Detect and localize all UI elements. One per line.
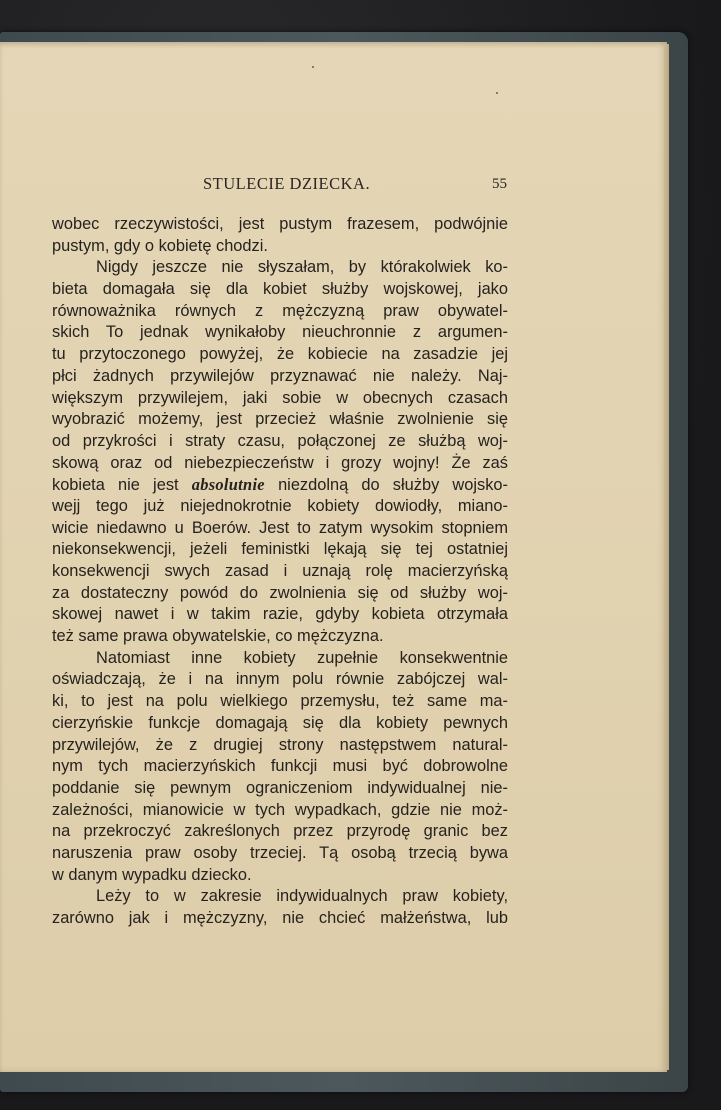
- text-line: Nigdy jeszcze nie słyszałam, by którakolwiek ko-: [96, 258, 508, 277]
- text-line: wicie niedawno u Boerów. Jest to zatym wysokim stopniem: [52, 518, 508, 537]
- text-line: płci żadnych przywilejów przyznawać nie należy. Naj-: [52, 366, 508, 385]
- text-line: nym tych macierzyńskich funkcji musi być dobrowolne: [52, 757, 508, 776]
- text-line: skową oraz od niebezpieczeństw i grozy wojny! Że zaś: [52, 453, 508, 472]
- text-segment: niezdolną do służby wojsko-: [278, 476, 508, 495]
- text-line: Natomiast inne kobiety zupełnie konsekwentnie: [96, 648, 508, 667]
- text-line: cierzyńskie funkcje domagają się dla kobiety pewnych: [52, 713, 508, 732]
- text-line: przywilejów, że z drugiej strony następstwem natural-: [52, 735, 508, 754]
- text-line: tu przytoczonego powyżej, że kobiecie na zasadzie jej: [52, 345, 508, 364]
- text-line: ki, to jest na polu wielkiego przemysłu, też same ma-: [52, 692, 508, 711]
- text-line: na przekroczyć zakreślonych przez przyrodę granic bez: [52, 822, 508, 841]
- text-line: zależności, mianowicie w tych wypadkach, gdzie nie moż-: [52, 800, 508, 819]
- text-segment: kobieta nie jest: [52, 476, 179, 495]
- text-line: równoważnika równych z mężczyzną praw obywatel-: [52, 301, 508, 320]
- paper-speck: [312, 66, 314, 68]
- text-line: od przykrości i straty czasu, połączonej ze służbą woj-: [52, 431, 508, 450]
- running-head: STULECIE DZIECKA.: [203, 174, 371, 193]
- text-line: wobec rzeczywistości, jest pustym frazesem, podwójnie: [52, 215, 508, 233]
- paper-speck: [496, 92, 498, 94]
- text-line: [52, 474, 508, 496]
- text-line: większym przywilejem, jaki sobie w obecnych czasach: [52, 388, 508, 407]
- text-line: naruszenia praw osoby trzeciej. Tą osobą trzecią bywa: [52, 843, 508, 862]
- text-line: Leży to w zakresie indywidualnych praw kobiety,: [96, 887, 508, 906]
- text-line: wejj tego już niejednokrotnie kobiety dowiodły, miano-: [52, 496, 508, 515]
- text-line: skowej nawet i w takim razie, gdyby kobieta otrzymała: [52, 605, 508, 624]
- text-line: pustym, gdy o kobietę chodzi.: [52, 236, 268, 255]
- text-line: wyobrazić możemy, jest przecież właśnie zwolnienie się: [52, 410, 508, 429]
- text-line: w danym wypadku dziecko.: [52, 865, 252, 884]
- page-number: 55: [492, 176, 507, 192]
- text-line: konsekwencji swych zasad i uznają rolę macierzyńską: [52, 562, 508, 580]
- text-line: bieta domagała się dla kobiet służby wojskowej, jako: [52, 280, 508, 299]
- text-line: zarówno jak i mężczyzny, nie chcieć małżeństwa, lub: [52, 909, 508, 927]
- page-header: [0, 174, 667, 196]
- text-line: oświadczają, że i na innym polu równie zabójczej wal-: [52, 670, 508, 689]
- emphasized-word: absolutnie: [191, 475, 265, 495]
- page-edge: [664, 44, 669, 1070]
- body-text: [52, 214, 508, 930]
- text-line: skich To jednak wynikałoby nieuchronnie z argumen-: [52, 323, 508, 342]
- text-line: za dostateczny powód do zwolnienia się od służby woj-: [52, 583, 508, 602]
- text-line: niekonsekwencji, jeżeli feministki lękają się tej ostatniej: [52, 540, 508, 559]
- text-line: też same prawa obywatelskie, co mężczyzna.: [52, 627, 384, 646]
- text-line: poddanie się pewnym ograniczeniom indywidualnej nie-: [52, 778, 508, 797]
